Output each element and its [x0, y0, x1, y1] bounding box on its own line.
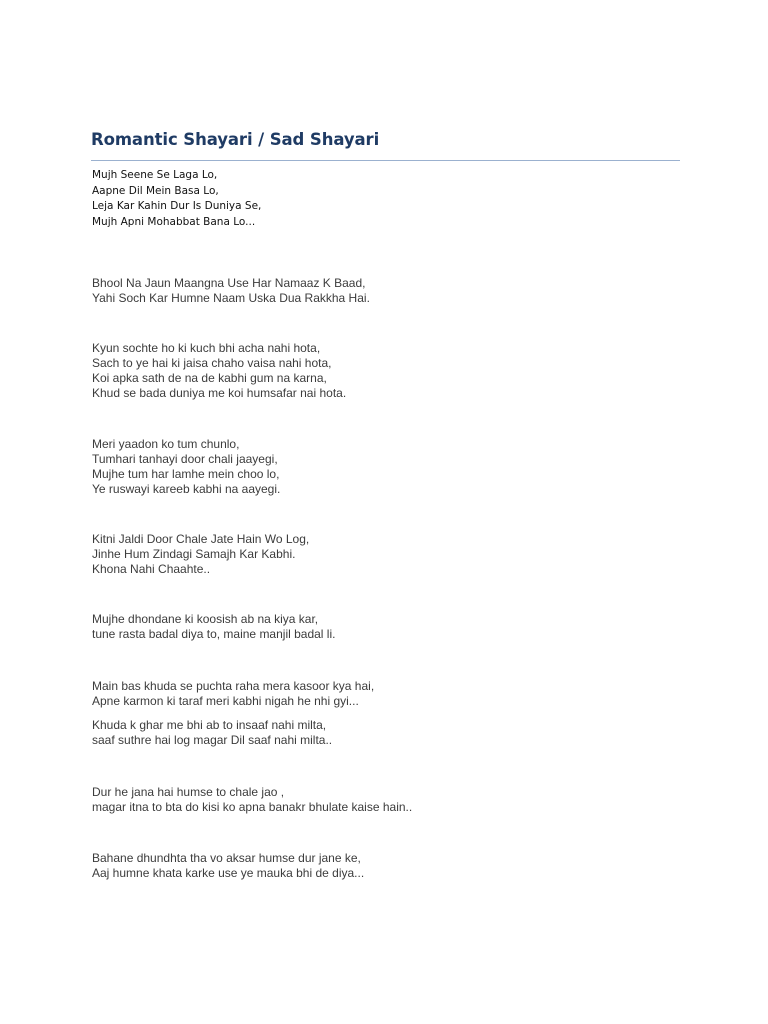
- verse-line: Main bas khuda se puchta raha mera kasoor kya hai,: [92, 679, 375, 693]
- stanza-4: [92, 532, 309, 577]
- intro-verse: [92, 168, 261, 230]
- verse-line: Koi apka sath de na de kabhi gum na karna,: [92, 371, 327, 385]
- verse-line: Kyun sochte ho ki kuch bhi acha nahi hota,: [92, 341, 321, 355]
- stanza-5: [92, 612, 335, 642]
- title-underline: [91, 160, 680, 161]
- verse-line: Aapne Dil Mein Basa Lo,: [92, 184, 219, 197]
- stanza-8: [92, 785, 412, 815]
- stanza-2: [92, 341, 346, 401]
- verse-line: Mujhe dhondane ki koosish ab na kiya kar,: [92, 612, 319, 626]
- verse-line: Leja Kar Kahin Dur Is Duniya Se,: [92, 200, 262, 212]
- verse-line: magar itna to bta do kisi ko apna banakr bhulate kaise hain..: [92, 800, 413, 814]
- verse-line: Yahi Soch Kar Humne Naam Uska Dua Rakkha Hai.: [92, 291, 370, 305]
- verse-line: Aaj humne khata karke use ye mauka bhi de diya...: [92, 866, 365, 880]
- verse-line: Apne karmon ki taraf meri kabhi nigah he nhi gyi...: [92, 694, 359, 708]
- verse-line: saaf suthre hai log magar Dil saaf nahi milta..: [92, 733, 333, 747]
- verse-line: Bahane dhundhta tha vo aksar humse dur jane ke,: [92, 851, 361, 865]
- verse-line: Kitni Jaldi Door Chale Jate Hain Wo Log,: [92, 532, 310, 546]
- stanza-9: [92, 851, 364, 881]
- stanza-3: [92, 437, 280, 497]
- verse-line: Jinhe Hum Zindagi Samajh Kar Kabhi.: [92, 547, 296, 561]
- verse-line: Mujh Apni Mohabbat Bana Lo...: [92, 215, 256, 228]
- verse-line: tune rasta badal diya to, maine manjil badal li.: [92, 627, 336, 641]
- verse-line: Tumhari tanhayi door chali jaayegi,: [92, 452, 278, 466]
- verse-line: Khuda k ghar me bhi ab to insaaf nahi milta,: [92, 718, 327, 732]
- document-page: [0, 70, 768, 955]
- verse-line: Khud se bada duniya me koi humsafar nai hota.: [92, 386, 347, 400]
- verse-line: Khona Nahi Chaahte..: [92, 562, 211, 576]
- stanza-7: [92, 718, 332, 748]
- verse-line: Bhool Na Jaun Maangna Use Har Namaaz K Baad,: [92, 276, 366, 290]
- verse-line: Meri yaadon ko tum chunlo,: [92, 437, 240, 451]
- verse-line: Mujh Seene Se Laga Lo,: [92, 169, 218, 181]
- verse-line: Dur he jana hai humse to chale jao ,: [92, 785, 285, 799]
- verse-line: Ye ruswayi kareeb kabhi na aayegi.: [92, 482, 281, 496]
- stanza-6: [92, 679, 374, 709]
- document-title: Romantic Shayari / Sad Shayari: [91, 130, 380, 149]
- stanza-1: [92, 276, 370, 306]
- verse-line: Mujhe tum har lamhe mein choo lo,: [92, 467, 280, 481]
- verse-line: Sach to ye hai ki jaisa chaho vaisa nahi hota,: [92, 356, 332, 370]
